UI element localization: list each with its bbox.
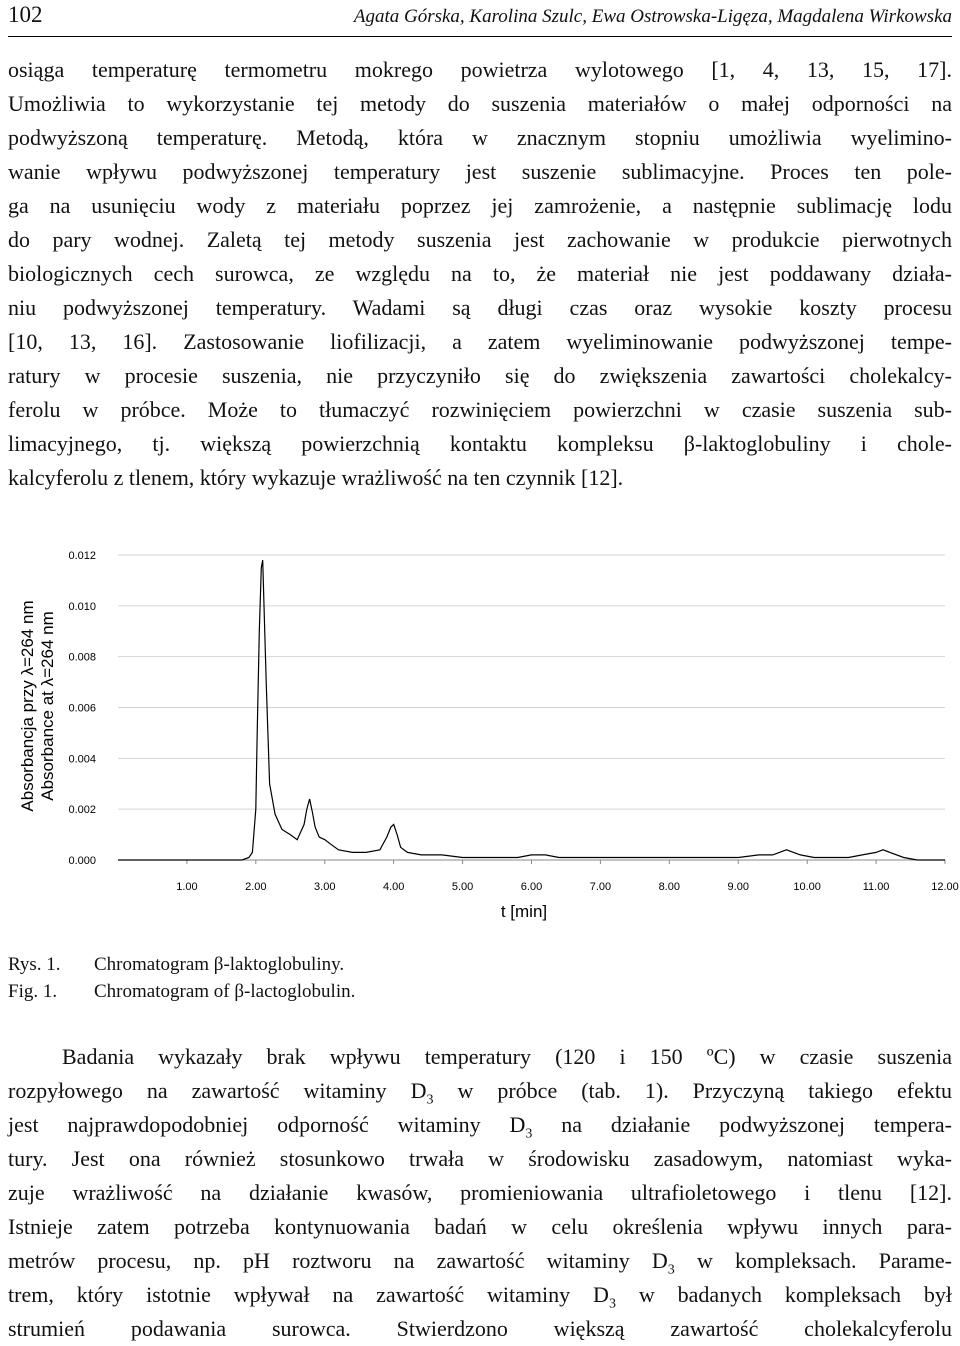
- grid-layer: [118, 555, 945, 864]
- x-tick-labels: [176, 881, 959, 893]
- text-line: zuje wrażliwość na działanie kwasów, promieniowania ultrafioletowego i tlenu [12].: [8, 1180, 952, 1205]
- x-tick-label: 3.00: [314, 881, 336, 893]
- x-tick-label: 4.00: [382, 881, 405, 893]
- y-tick-label: 0.012: [68, 550, 96, 562]
- chromatogram-chart: [0, 528, 960, 928]
- y-tick-label: 0.008: [68, 651, 96, 664]
- text-line: ferolu w próbce. Może to tłumaczyć rozwinięciem powierzchni w czasie suszenia sub-: [8, 397, 952, 422]
- x-axis-label: t [min]: [500, 902, 548, 921]
- text-line: rozpyłowego na zawartość witaminy $D_3$ w próbce (tab. 1). Przyczyną takiego efektu: [8, 1078, 952, 1108]
- x-tick-label: 12.00: [931, 881, 959, 893]
- x-tick-label: 7.00: [589, 881, 612, 893]
- chromatogram-series-line: [118, 560, 945, 860]
- x-tick-label: 2.00: [245, 881, 267, 893]
- text-line: [10, 13, 16]. Zastosowanie liofilizacji, a zatem wyeliminowanie podwyższonej tempe-: [8, 329, 952, 354]
- caption-label-pl: Rys. 1.: [8, 954, 61, 975]
- caption-text-en: Chromatogram of β-lactoglobulin.: [94, 981, 356, 1002]
- text-line: do pary wodnej. Zaletą tej metody suszenia jest zachowanie w produkcie pierwotnych: [8, 227, 952, 252]
- running-header: [8, 2, 952, 37]
- text-line: trem, który istotnie wpływał na zawartość witaminy $D_3$ w badanych kompleksach był: [8, 1282, 952, 1312]
- y-tick-label: 0.004: [68, 753, 96, 766]
- text-line: osiąga temperaturę termometru mokrego powietrza wylotowego [1, 4, 13, 15, 17].: [8, 57, 952, 82]
- caption-label-en: Fig. 1.: [8, 981, 58, 1002]
- y-axis-label-en: Absorbance at λ=264 nm: [38, 611, 57, 801]
- y-tick-label: 0.010: [68, 600, 96, 613]
- y-tick-label: 0.000: [68, 855, 96, 867]
- x-tick-label: 8.00: [658, 881, 681, 893]
- text-line: limacyjnego, tj. większą powierzchnią kontaktu kompleksu β-laktoglobuliny i chole-: [8, 431, 952, 456]
- body-paragraph-2: [8, 1040, 952, 1346]
- x-tick-label: 11.00: [862, 881, 890, 893]
- body-paragraph-1: [8, 53, 952, 495]
- x-tick-label: 5.00: [451, 881, 474, 893]
- text-line: Badania wykazały brak wpływu temperatury (120 i 150 ºC) w czasie suszenia: [62, 1044, 952, 1069]
- page-number: 102: [8, 2, 43, 27]
- caption-row-en: [8, 978, 355, 1005]
- y-tick-labels: [68, 550, 96, 867]
- x-tick-label: 6.00: [520, 881, 543, 893]
- y-tick-label: 0.002: [68, 804, 96, 817]
- x-tick-label: 1.00: [176, 881, 198, 893]
- text-line: metrów procesu, np. pH roztworu na zawartość witaminy $D_3$ w kompleksach. Parame-: [8, 1248, 952, 1278]
- figure-caption: [8, 951, 355, 1005]
- text-line: kalcyferolu z tlenem, który wykazuje wrażliwość na ten czynnik [12].: [8, 465, 624, 490]
- text-line: niu podwyższonej temperatury. Wadami są długi czas oraz wysokie koszty procesu: [8, 295, 952, 320]
- text-line: Umożliwia to wykorzystanie tej metody do suszenia materiałów o małej odporności na: [8, 91, 952, 116]
- y-axis-label-pl: Absorbancja przy λ=264 nm: [18, 600, 37, 812]
- text-line: ga na usunięciu wody z materiału poprzez jej zamrożenie, a następnie sublimację lodu: [8, 193, 952, 218]
- caption-row-pl: [8, 951, 355, 978]
- x-tick-label: 9.00: [727, 881, 749, 893]
- running-head-authors: Agata Górska, Karolina Szulc, Ewa Ostrowska-Ligęza, Magdalena Wirkowska: [353, 6, 952, 27]
- y-tick-label: 0.006: [68, 702, 96, 715]
- x-tick-label: 10.00: [793, 881, 821, 893]
- caption-text-pl: Chromatogram β-laktoglobuliny.: [94, 954, 345, 975]
- text-line: ratury w procesie suszenia, nie przyczyniło się do zwiększenia zawartości cholekalcy-: [8, 363, 952, 388]
- text-line: podwyższoną temperaturę. Metodą, która w znacznym stopniu umożliwia wyelimino-: [8, 125, 952, 150]
- chromatogram-figure: [0, 528, 960, 928]
- text-line: tury. Jest ona również stosunkowo trwała w środowisku zasadowym, natomiast wyka-: [8, 1146, 952, 1171]
- text-line: biologicznych cech surowca, ze względu na to, że materiał nie jest poddawany działa-: [8, 261, 952, 286]
- text-line: wanie wpływu podwyższonej temperatury jest suszenie sublimacyjne. Proces ten pole-: [8, 159, 952, 184]
- text-line: jest najprawdopodobniej odporność witaminy $D_3$ na działanie podwyższonej tempera-: [8, 1112, 952, 1142]
- text-line: Istnieje zatem potrzeba kontynuowania badań w celu określenia wpływu innych para-: [8, 1214, 952, 1239]
- text-line: strumień podawania surowca. Stwierdzono większą zawartość cholekalcyferolu: [8, 1316, 952, 1341]
